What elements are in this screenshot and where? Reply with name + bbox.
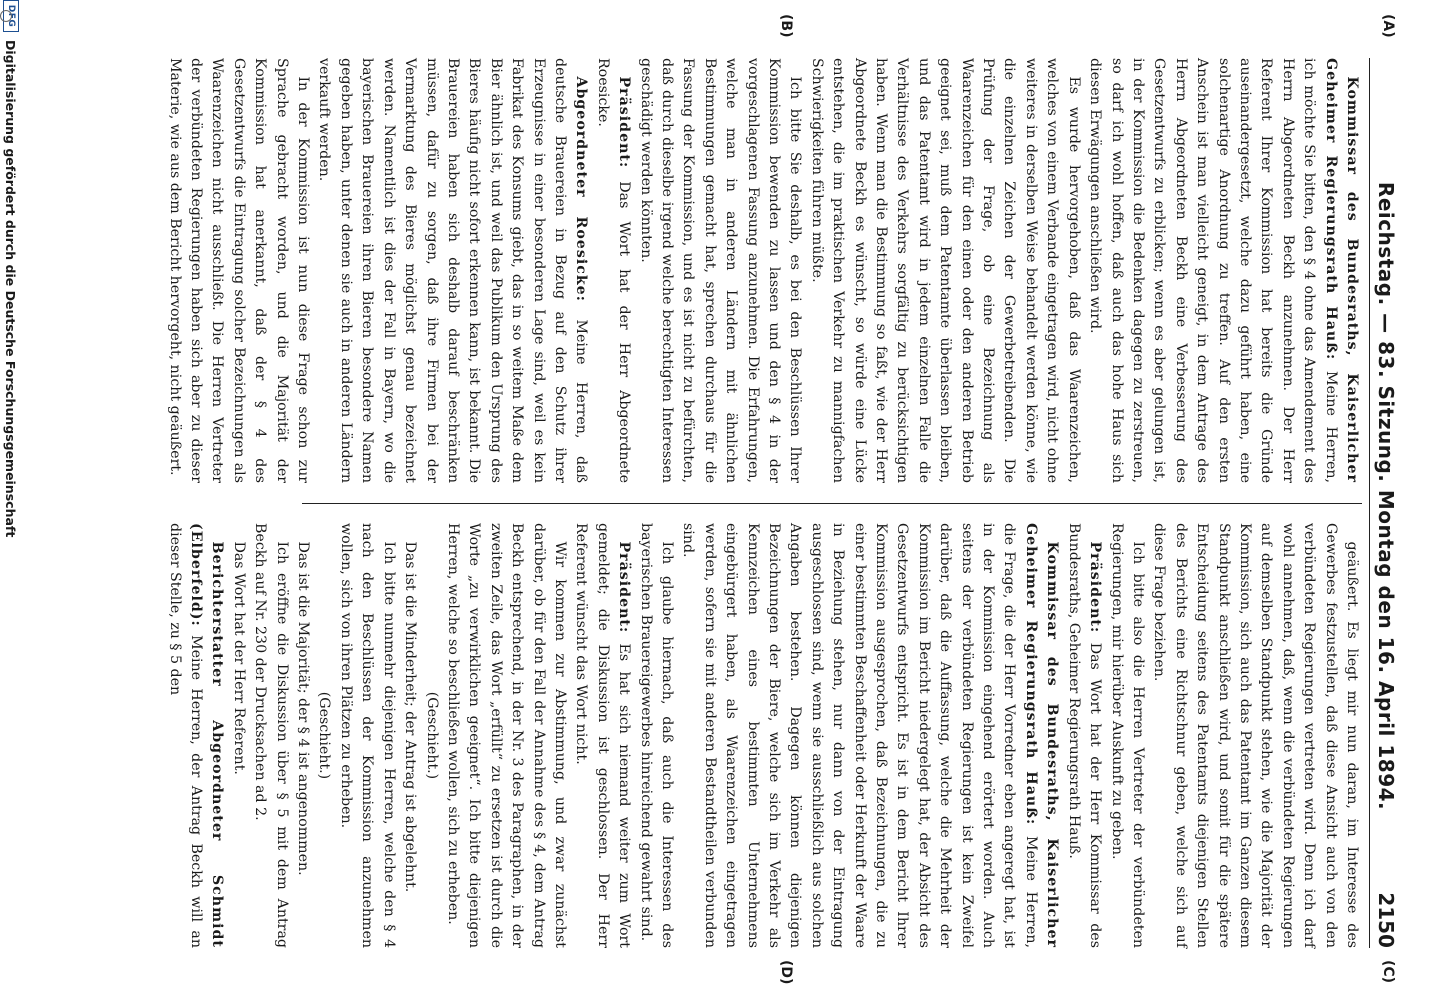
speaker-name: Kommissar des Bundesraths, Kaiserlicher Geheimer Regierungsrath Hauß: xyxy=(1322,58,1360,483)
speaker-name: Präsident: xyxy=(616,541,633,634)
paragraph xyxy=(249,523,292,948)
margin-mark-c: (C) xyxy=(1380,960,1396,984)
speaker-name: Präsident: xyxy=(1087,541,1104,634)
speech-text: Das Wort hat der Herr Kommissar des Bundesraths, Geheimer Regierungsrath Hauß. xyxy=(1065,523,1104,948)
paragraph xyxy=(313,523,334,948)
left-column xyxy=(166,58,1362,483)
paragraph xyxy=(313,58,591,483)
speech-text: Meine Herren, die Frage, die der Herr Vorredner eben angeregt hat, ist in der Kommission eingehend erörtert worden. Auch seitens der verbündeten Regierungen ist kein Zweifel darüber, daß die Auffassung, welche die Mehrheit der Kommission im Bericht niedergelegt hat, der Absicht des Gesetzentwurfs entspricht. Es ist in dem Bericht Ihrer Kommission ausgesprochen, daß Bezeichnungen, die zu einer bestimmten Beschaffenheit oder Herkunft der Waare in Beziehung stehen, nur dann von der Eintragung ausgeschlossen sind, wenn sie ausschließlich aus solchen Angaben bestehen. Dagegen können diejenigen Bezeichnungen der Biere, welche sich im Verkehr als Kennzeichen eines bestimmten Unternehmens eingebürgert haben, als Waarenzeichen eingetragen werden, sofern sie mit anderen Bestandtheilen verbunden sind. xyxy=(680,523,1039,948)
column-rule xyxy=(302,503,1362,504)
running-title: Reichstag. — 83. Sitzung. Montag den 16. April 1894. xyxy=(1374,181,1398,811)
paragraph xyxy=(163,523,227,948)
stage-direction: (Geschieht.) xyxy=(316,691,333,780)
speech-text: Ich bitte also die Herren Vertreter der verbündeten Regierungen, mir hierüber Auskunft zu geben. xyxy=(1108,523,1146,948)
speech-text: Es wurde hervorgehoben, daß das Waarenzeichen, welches von einem Verbande eingetragen wird, nicht ohne weiteres in derselben Weise behandelt werden könne, wie die einzelnen Zeichen der Gewerbetreibenden. Die Prüfung der Frage, ob eine Bezeichnung als Waarenzeichen für den einen oder den anderen Betrieb geeignet sei, muß dem Patentamte überlassen bleiben, und das Patentamt wird in jedem einzelnen Falle die Verhältnisse des Verkehrs sorgfältig zu berücksichtigen haben. Wenn man die Bestimmung so faßt, wie der Herr Abgeordnete Beckh es wünscht, so würde eine Lücke entstehen, die im praktischen Verkehr zu mannigfachen Schwierigkeiten führen müßte. xyxy=(808,58,1082,483)
speech-text: Das Wort hat der Herr Referent. xyxy=(230,541,247,775)
paragraph xyxy=(1084,58,1362,483)
paragraph xyxy=(677,523,1062,948)
header-rule xyxy=(1369,58,1370,948)
speech-text: In der Kommission ist nun diese Frage schon zur Sprache gebracht worden, und die Majorität der Kommission hat anerkannt, daß der § 4 des Gesetzentwurfs die Eintragung solcher Bezeichnungen als Waarenzeichen nicht ausschließt. Die Herren Vertreter der verbündeten Regierungen haben sich aber zu dieser Materie, wie aus dem Bericht hervorgeht, nicht geäußert. xyxy=(166,58,312,483)
paragraph xyxy=(399,523,420,948)
paragraph xyxy=(420,523,441,948)
speech-text: Wir kommen zur Abstimmung, und zwar zunächst darüber, ob für den Fall der Annahme des § 4, dem Antrag Beckh entsprechend, in der Nr. 3 des Paragraphen, in der zweiten Zeile, das Wort „erfüllt“ zu ersetzen ist durch die Worte „zu verwirklichen geeignet“. Ich bitte diejenigen Herren, welche so beschließen wollen, sich zu erheben. xyxy=(444,523,568,948)
paragraph xyxy=(227,523,248,948)
paragraph xyxy=(1062,523,1105,948)
speech-text: Das Wort hat der Herr Abgeordnete Roesicke. xyxy=(594,58,633,483)
speaker-name: Abgeordneter Roesicke: xyxy=(573,76,590,302)
margin-mark-a: (A) xyxy=(1380,14,1396,38)
right-column xyxy=(166,523,1362,948)
margin-mark-d: (D) xyxy=(778,960,794,985)
paragraph xyxy=(634,58,805,483)
speech-text: Ich glaube hiernach, daß auch die Interessen des bayerischen Brauereigewerbes hinreichend gewahrt sind. xyxy=(637,523,675,948)
page-number: 2150 xyxy=(1374,892,1398,948)
paragraph xyxy=(591,58,634,483)
speech-text: geäußert. Es liegt mir nun daran, im Interesse des Gewerbes festzustellen, daß diese Ansicht auch von den verbündeten Regierungen vertreten wird. Denn ich darf wohl annehmen, daß, wenn die verbündeten Regierungen auf demselben Standpunkt stehen, wie die Majorität der Kommission, sich auch das Patentamt im Ganzen diesem Standpunkt anschließen wird, und somit für die spätere Entscheidung seitens des Patentamts diejenigen Stellen des Berichts eine Richtschnur geben, welche sich auf diese Frage beziehen. xyxy=(1151,523,1360,948)
speech-text: Ich bitte Sie deshalb, es bei den Beschlüssen Ihrer Kommission bewenden zu lassen und den § 4 in der vorgeschlagenen Fassung anzunehmen. Die Erfahrungen, welche man in anderen Ländern mit ähnlichen Bestimmungen gemacht hat, sprechen durchaus für die Fassung der Kommission, und es ist nicht zu befürchten, daß durch dieselbe irgend welche berechtigten Interessen geschädigt werden könnten. xyxy=(637,58,804,483)
paragraph xyxy=(1105,523,1148,948)
speaker-name: Berichterstatter Abgeordneter Schmidt (Elberfeld): xyxy=(188,523,226,948)
speaker-name: Kommissar des Bundesraths, Kaiserlicher Geheimer Regierungsrath Hauß: xyxy=(1022,523,1061,948)
speech-text: Das ist die Majorität; der § 4 ist angenommen. xyxy=(295,541,312,876)
paragraph xyxy=(163,58,313,483)
speaker-name: Präsident: xyxy=(616,76,633,169)
dfg-logo: DFG xyxy=(3,0,19,32)
page-content xyxy=(166,14,1414,985)
paragraph xyxy=(292,523,313,948)
paragraph xyxy=(634,523,677,948)
speech-text: Meine Herren, ich möchte Sie bitten, den § 4 ohne das Amendement des Herrn Abgeordneten Beckh anzunehmen. Der Herr Referent Ihrer Kommission hat bereits die Gründe auseinandergesetzt, welche dazu geführt haben, eine solchenartige Anordnung zu treffen. Auf den ersten Anschein ist man vielleicht geneigt, in dem Antrage des Herrn Abgeordneten Beckh eine Verbesserung des Gesetzentwurfs zu erblicken; wenn es aber gelungen ist, in der Kommission die Bedenken dagegen zu zerstreuen, so darf ich wohl hoffen, daß auch das hohe Haus sich diesen Erwägungen anschließen wird. xyxy=(1087,58,1339,483)
paragraph xyxy=(805,58,1083,483)
page-header xyxy=(1374,58,1414,948)
page-footer xyxy=(0,0,22,1000)
paragraph xyxy=(1148,523,1362,948)
speech-text: Ich bitte nunmehr diejenigen Herren, welche den § 4 nach den Beschlüssen der Kommission anzunehmen wollen, sich von ihren Plätzen zu erheben. xyxy=(337,523,397,948)
footer-credit: Digitalisierung gefördert durch die Deutsche Forschungsgemeinschaft xyxy=(3,40,19,538)
speech-text: Ich eröffne die Diskussion über § 5 mit dem Antrag Beckh auf Nr. 230 der Drucksachen ad 2. xyxy=(252,523,290,948)
speech-text: Das ist die Minderheit; der Antrag ist abgelehnt. xyxy=(402,541,419,893)
paragraph xyxy=(442,523,570,948)
speech-text: Es hat sich niemand weiter zum Wort gemeldet; die Diskussion ist geschlossen. Der Herr Referent wünscht das Wort nicht. xyxy=(573,523,633,948)
paragraph xyxy=(335,523,399,948)
margin-mark-b: (B) xyxy=(778,14,794,38)
stage-direction: (Geschieht.) xyxy=(423,691,440,780)
paragraph xyxy=(570,523,634,948)
speech-text: Meine Herren, der Antrag Beckh will an dieser Stelle, zu § 5 den xyxy=(166,523,205,948)
registration-mark-icon xyxy=(0,10,12,22)
speech-text: Meine Herren, daß deutsche Brauereien in Bezug auf den Schutz ihrer Erzeugnisse in einer besonderen Lage sind, weil es kein Fabrikat des Konsums giebt, das in so weitem Maße dem Bier ähnlich ist, und weil das Publikum den Ursprung des Bieres häufig nicht sofort erkennen kann, ist bekannt. Die Brauereien haben sich deshalb darauf beschränken müssen, dafür zu sorgen, daß ihre Firmen bei der Vermarktung des Bieres möglichst genau bezeichnet werden. Namentlich ist dies der Fall in Bayern, wo die bayerischen Brauereien ihren Bieren besondere Namen gegeben haben, unter denen sie auch in anderen Ländern verkauft werden. xyxy=(316,58,590,483)
